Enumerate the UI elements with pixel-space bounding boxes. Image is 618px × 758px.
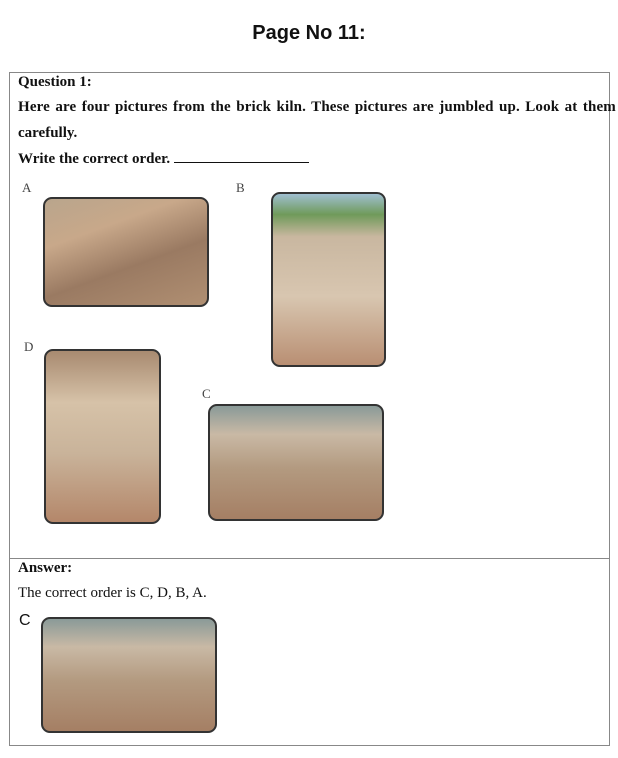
label-d: D (24, 339, 34, 354)
label-a: A (22, 180, 32, 195)
question-heading: Question 1: (18, 74, 92, 90)
answer-picture-c (41, 617, 217, 733)
question-text: Here are four pictures from the brick kiln. These pictures are jumbled up. Look at them (18, 99, 616, 115)
answer-picture-label: C (19, 612, 31, 629)
label-b: B (236, 180, 245, 195)
label-c: C (202, 386, 211, 401)
picture-c-workers-field (208, 404, 384, 521)
picture-a-bricks-drying (43, 197, 209, 307)
answer-text: The correct order is C, D, B, A. (18, 585, 207, 601)
page-title: Page No 11: (252, 22, 366, 44)
answer-blank (174, 162, 309, 163)
instruction-text: Write the correct order. (18, 151, 171, 167)
question-instruction (18, 151, 309, 168)
picture-d-worker-shaping (44, 349, 161, 524)
picture-b-worker-moulding (271, 192, 386, 367)
question-text-cont: carefully. (18, 125, 78, 141)
answer-heading: Answer: (18, 560, 73, 576)
divider (9, 558, 609, 559)
